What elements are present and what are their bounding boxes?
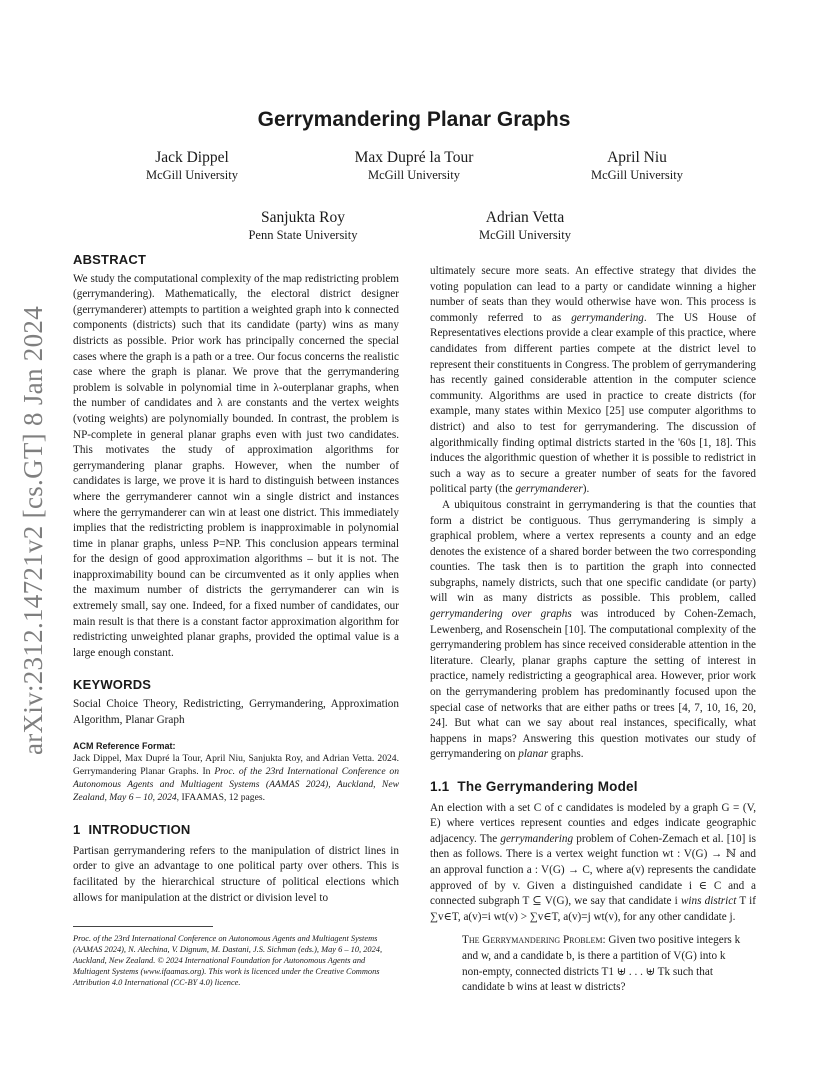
footnote-rule	[73, 926, 213, 927]
intro-paragraph-2: A ubiquitous constraint in gerrymandering is that the counties that form a district be contiguous. Thus gerrymandering is simply a graphical problem, where a vertex represents a county and an edge denotes the existence of a shared border between the two corresponding counties. The task then is to partition the graph into connected subgraphs, namely districts, such that one specific candidate (or party) will win as many districts as possible. This problem, called gerrymandering over graphs was introduced by Cohen-Zemach, Lewenberg, and Rosenschein [10]. The computational complexity of the gerrymandering problem has since received considerable attention in the literature. Clearly, planar graphs capture the setting of interest in practice, namely redistricting a geographical area. However, prior work on the gerrymandering problem has predominantly focused upon the special case of networks that are either paths or trees [4, 7, 10, 16, 20, 24]. But what can we say about real instances, specifically, what happens in maps? Answering this question motivates our study of gerrymandering on planar graphs.	[430, 498, 757, 761]
right-column	[430, 264, 756, 996]
author-affiliation: McGill University	[145, 168, 238, 182]
author-name: Jack Dippel	[155, 149, 229, 166]
author-block	[193, 208, 413, 244]
model-paragraph: An election with a set C of c candidates is modeled by a graph G = (V, E) where vertices represent counties and edges indicate geographic adjacency. The gerrymandering problem of Cohen-Zemach et al. [10] is then as follows. There is a vertex weight function wt : V(G) → ℕ and an approval function a : V(G) → C, where a(v) represents the candidate approved of by v. Given a distinguished candidate i ∈ C and a connected subgraph T ⊆ V(G), we say that candidate i wins district T if ∑v∈T, a(v)=i wt(v) > ∑v∈T, a(v)=j wt(v), for any other candidate j.	[430, 801, 756, 923]
section-number: 1.1	[430, 779, 450, 794]
author-name: Max Dupré la Tour	[354, 149, 474, 166]
author-name: Sanjukta Roy	[261, 209, 345, 226]
section-title: The Gerrymandering Model	[457, 779, 638, 794]
acm-tail: IFAAMAS, 12 pages.	[181, 792, 265, 804]
author-block	[304, 148, 524, 184]
section-number: 1	[73, 822, 81, 838]
section-title: INTRODUCTION	[88, 822, 191, 838]
intro-paragraph-start: Partisan gerrymandering refers to the manipulation of district lines in order to give an advantage to one political party over others. This is facilitated by the hierarchical structure of political elections which allows for manipulation at the district or division level to	[73, 844, 399, 904]
problem-label: The Gerrymandering Problem:	[462, 934, 606, 947]
intro-paragraph-continued: ultimately secure more seats. An effective strategy that divides the voting population can lead to a party or candidate winning a higher number of seats than they would otherwise have won. This process is commonly referred to as gerrymandering. The US House of Representatives elections provide a clear example of this practice, where candidates from different parties compete at the district level to represent their constituents in Congress. The problem of gerrymandering has recently gained considerable attention in the computer science community. Algorithms are used in practice to create districts (for example, many states within Mexico [25] use computer algorithms to district) and also to test for gerrymandering. The discussion of algorithmically finding optimal districts started in the '60s [1, 18]. This induces the algorithmic question of whether it is possible to redistrict in such a way as to secure a greater number of seats for the favored political party (the gerrymanderer).	[430, 265, 756, 496]
paper-title: Gerrymandering Planar Graphs	[257, 108, 571, 131]
acm-venue: Proc. of the 23rd International Conference on Autonomous Agents and Multiagent Systems (AAMAS 2024), Auckland, New Zealand, May 6 – 10, 2024,	[73, 766, 399, 804]
abstract-heading: ABSTRACT	[73, 252, 147, 267]
model-heading	[430, 779, 756, 795]
author-affiliation: McGill University	[478, 228, 571, 242]
footnote: Proc. of the 23rd International Conference on Autonomous Agents and Multiagent Systems (AAMAS 2024), N. Alechina, V. Dignum, M. Dastani, J.S. Sichman (eds.), May 6 – 10, 2024, Auckland, New Zealand. © 2024 International Foundation for Autonomous Agents and Multiagent Systems (www.ifaamas.org). This work is licenced under the Creative Commons Attribution 4.0 International (CC-BY 4.0) licence.	[73, 934, 383, 988]
author-name: April Niu	[607, 149, 667, 166]
acm-reference-heading: ACM Reference Format:	[73, 741, 176, 752]
intro-heading	[73, 822, 399, 838]
author-affiliation: Penn State University	[248, 228, 358, 242]
author-block	[82, 148, 302, 184]
author-block	[415, 208, 635, 244]
author-affiliation: McGill University	[590, 168, 683, 182]
keywords-text: Social Choice Theory, Redistricting, Gerrymandering, Approximation Algorithm, Planar Graph	[73, 698, 399, 726]
author-name: Adrian Vetta	[485, 209, 565, 226]
author-block	[527, 148, 747, 184]
acm-reference-body	[73, 752, 399, 804]
author-affiliation: McGill University	[367, 168, 460, 182]
keywords-heading: KEYWORDS	[73, 677, 152, 693]
problem-text: Given two positive integers k and w, and a candidate b, is there a partition of V(G) into k non-empty, connected districts T1 ⊎ . . . ⊎ Tk such that candidate b wins at least w districts?	[462, 934, 741, 994]
problem-definition	[462, 933, 748, 995]
arxiv-sidebar	[14, 300, 54, 760]
arxiv-identifier: arXiv:2312.14721v2 [cs.GT] 8 Jan 2024	[18, 305, 49, 755]
abstract-text: We study the computational complexity of the map redistricting problem (gerrymandering). Mathematically, the electoral district designer (gerrymanderer) attempts to partition a weighted graph into k connected components (districts) such that its candidate (party) wins as many districts as possible. Prior work has principally concerned the special cases where the graph is a path or a tree. Our focus concerns the realistic case where the graph is planar. We prove that the gerrymandering problem is solvable in polynomial time in λ-outerplanar graphs, when the number of candidates and λ are constants and the vertex weights (voting weights) are polynomially bounded. In contrast, the problem is NP-complete in general planar graphs even with just two candidates. This motivates the study of approximation algorithms for gerrymandering planar graphs. However, when the number of candidates is large, we prove it is hard to distinguish between instances where the gerrymanderer cannot win a single district and instances where the gerrymanderer can win at least one district. This immediately implies that the redistricting problem is inapproximable in polynomial time in planar graphs, unless P=NP. This conclusion appears terminal for the design of good approximation algorithms – but it is not. The inapproximability bound can be circumvented as it only applies when the maximum number of districts the gerrymanderer can win is extremely small, say one. Indeed, for a fixed number of candidates, our main result is that there is a constant factor approximation algorithm for redistricting unweighted planar graphs, provided the optimal value is a large enough constant.	[73, 272, 399, 659]
acm-authors: Jack Dippel, Max Dupré la Tour, April Niu, Sanjukta Roy, and Adrian Vetta. 2024. Gerrymandering Planar Graphs. In	[73, 753, 399, 778]
left-column	[73, 252, 399, 988]
